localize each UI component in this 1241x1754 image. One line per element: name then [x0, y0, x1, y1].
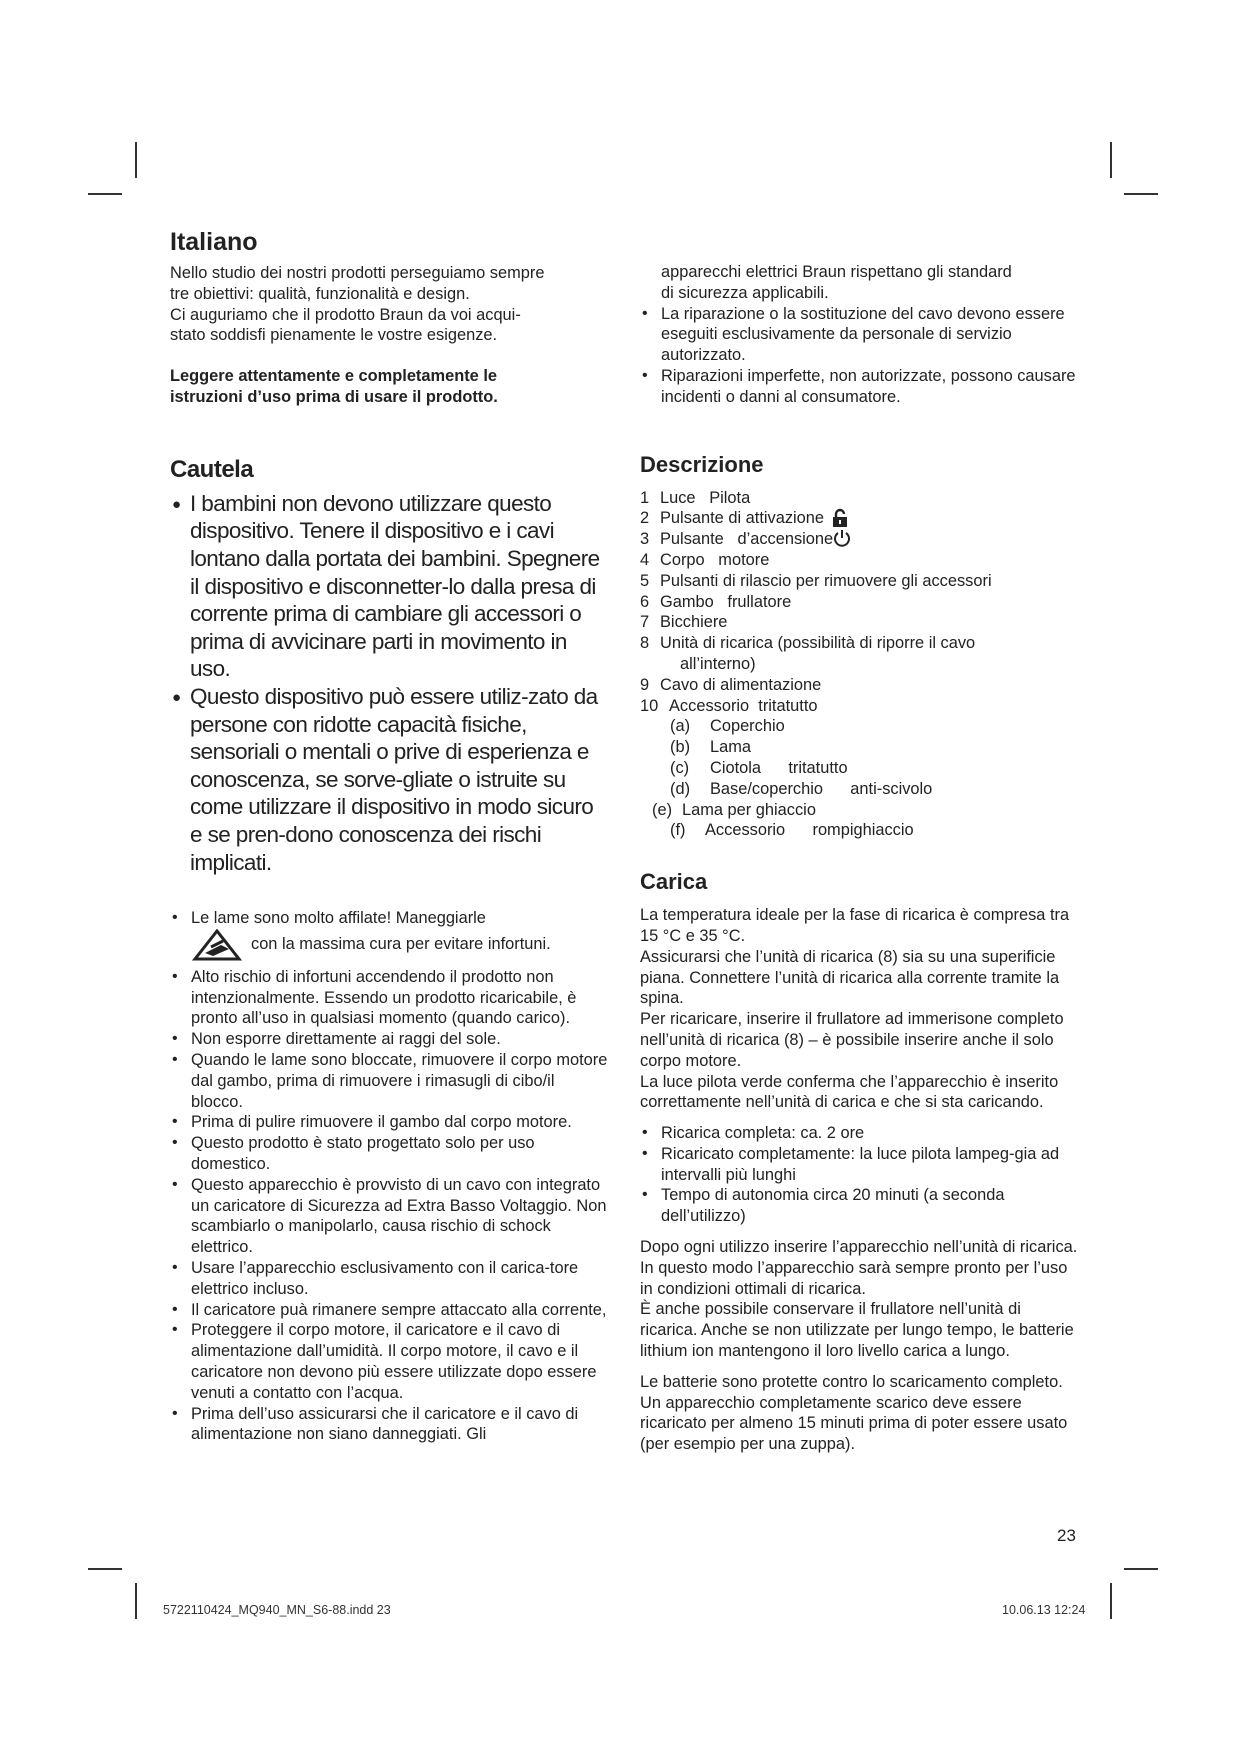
carica-paragraph-5: Dopo ogni utilizzo inserire l’apparecchio nell’unità di ricarica. In questo modo l’apparecchio sarà sempre pronto per l’uso in condizioni ottimali di ricarica.	[640, 1238, 1078, 1298]
desc-item: all’interno)	[680, 654, 756, 673]
cautela-warning-1: ● I bambini non devono utilizzare questo dispositivo. Tenere il dispositivo e i cavi lontano dalla portata dei bambini. Spegnere il dispositivo e disconnetter-lo dalla presa di corrente prima di cambiare gli accessori o prima di avvicinare parti in movimento in uso.	[170, 490, 610, 683]
desc-item: 8 Unità di ricarica (possibilità di riporre il cavo	[640, 634, 976, 653]
crop-mark-br-h	[1124, 1568, 1158, 1570]
bold-note-line-2: istruzioni d’uso prima di usare il prodotto.	[170, 387, 498, 406]
safety-bullet-7: • Usare l’apparecchio esclusivamento con il carica-tore elettrico incluso.	[170, 1258, 610, 1300]
desc-item: 5 Pulsanti di rilascio per rimuovere gli accessori	[640, 571, 992, 590]
crop-mark-tl-v	[135, 142, 137, 178]
intro-line-4: stato soddisfi pienamente le vostre esigenze.	[170, 326, 498, 345]
crop-mark-tr-v	[1110, 142, 1112, 178]
blade-warning-line-2: con la massima cura per evitare infortuni.	[251, 935, 551, 954]
page-number: 23	[1057, 1526, 1076, 1545]
carica-bullet-2: • Ricaricato completamente: la luce pilota lampeg-gia ad intervalli più lunghi	[640, 1144, 1080, 1186]
carica-paragraph-3: Per ricaricare, inserire il frullatore ad immerisone completo nell’unità di ricarica (8) – è possibile inserire anche il solo corpo motore.	[640, 1010, 1064, 1070]
safety-bullet-9: • Proteggere il corpo motore, il caricatore e il cavo di alimentazione dall’umidità. Il corpo motore, il cavo e il caricatore non devono più essere utilizzate dopo essere venuti a contatto con l’acqua.	[170, 1320, 610, 1403]
repair-bullets	[640, 304, 1080, 408]
bold-note-line-1: Leggere attentamente e completamente le	[170, 367, 498, 386]
continued-line-1: apparecchi elettrici Braun rispettano gli standard	[661, 263, 1012, 281]
footer-date: 10.06.13 12:24	[1002, 1603, 1086, 1617]
left-column	[170, 228, 610, 1445]
right-column	[640, 262, 1080, 1455]
crop-mark-bl-v	[135, 1583, 137, 1619]
description-list	[640, 488, 1080, 842]
continued-line-2: di sicurezza applicabili.	[661, 283, 829, 302]
crop-mark-tl-h	[88, 193, 122, 195]
safety-bullets	[170, 967, 610, 1445]
safety-bullet-5: • Questo prodotto è stato progettato solo per uso domestico.	[170, 1133, 610, 1175]
cautela-warning-2: ● Questo dispositivo può essere utiliz-zato da persone con ridotte capacità fisiche, sensoriali o mentali o prive di esperienza e conoscenza, se sorve-gliate o istruite su come utilizzare il dispositivo in modo sicuro e se pren-dono conoscenza dei rischi implicati.	[170, 683, 610, 876]
safety-bullet-3: • Quando le lame sono bloccate, rimuovere il corpo motore dal gambo, prima di rimuovere i rimasugli di cibo/il blocco.	[170, 1050, 610, 1112]
desc-subitem: (d) Base/coperchio anti-scivolo	[670, 779, 933, 798]
desc-item: 7 Bicchiere	[640, 613, 728, 632]
desc-item: 2 Pulsante di attivazione	[640, 508, 1080, 529]
desc-subitem: (a) Coperchio	[670, 717, 785, 736]
safety-bullet-2: • Non esporre direttamente ai raggi del sole.	[170, 1029, 610, 1050]
carica-bullet-3: • Tempo di autonomia circa 20 minuti (a seconda dell’utilizzo)	[640, 1185, 1080, 1227]
safety-bullet-1: • Alto rischio di infortuni accendendo il prodotto non intenzionalmente. Essendo un prodotto ricaricabile, è pronto all’uso in qualsiasi momento (quando carico).	[170, 967, 610, 1029]
desc-subitem: (b) Lama	[670, 738, 752, 757]
intro-line-1: Nello studio dei nostri prodotti perseguiamo sempre	[170, 264, 545, 282]
intro-line-3: Ci auguriamo che il prodotto Braun da voi acqui-	[170, 305, 521, 324]
sharp-blade-warning-icon	[191, 929, 243, 961]
desc-subitem: (e) Lama per ghiaccio	[652, 800, 816, 819]
desc-subitem: (c) Ciotola tritatutto	[670, 758, 848, 777]
carica-paragraph-6: È anche possibile conservare il frullatore nell’unità di ricarica. Anche se non utilizzate per lungo tempo, le batterie lithium ion mantengono il loro livello carica a lungo.	[640, 1300, 1074, 1361]
desc-item: 1 Luce Pilota	[640, 488, 751, 507]
carica-paragraph-2: Assicurarsi che l’unità di ricarica (8) sia su una superificie piana. Connettere l’unità di ricarica alla corrente tramite la spina.	[640, 947, 1060, 1008]
desc-item: 9 Cavo di alimentazione	[640, 675, 822, 694]
safety-bullet-4: • Prima di pulire rimuovere il gambo dal corpo motore.	[170, 1112, 610, 1133]
footer-filename: 5722110424_MQ940_MN_S6-88.indd 23	[163, 1603, 391, 1617]
desc-item: 3 Pulsante d’accensione	[640, 529, 1080, 550]
blade-warning	[170, 908, 610, 961]
carica-paragraph-4: La luce pilota verde conferma che l’apparecchio è inserito correttamente nell’unità di carica e che si sta caricando.	[640, 1072, 1059, 1112]
page-title: Italiano	[170, 228, 258, 256]
carica-bullets	[640, 1123, 1080, 1227]
desc-subitem: (f) Accessorio rompighiaccio	[670, 821, 914, 840]
repair-bullet-1: • La riparazione o la sostituzione del cavo devono essere eseguiti esclusivamente da personale di servizio autorizzato.	[640, 304, 1080, 366]
cautela-heading: Cautela	[170, 455, 254, 483]
crop-mark-br-v	[1110, 1583, 1112, 1619]
desc-item: 4 Corpo motore	[640, 550, 770, 569]
cautela-warnings	[170, 490, 610, 876]
safety-bullet-10: • Prima dell’uso assicurarsi che il caricatore e il cavo di alimentazione non siano danneggiati. Gli	[170, 1404, 610, 1446]
carica-paragraph-7: Le batterie sono protette contro lo scaricamento completo. Un apparecchio completamente scarico deve essere ricaricato per almeno 15 minuti prima di poter essere usato (per esempio per una zuppa).	[640, 1372, 1068, 1454]
safety-bullet-8: • Il caricatore puà rimanere sempre attaccato alla corrente,	[170, 1300, 610, 1321]
lock-icon	[832, 508, 848, 528]
descrizione-heading: Descrizione	[640, 451, 764, 477]
intro-line-2: tre obiettivi: qualità, funzionalità e design.	[170, 284, 470, 303]
crop-mark-bl-h	[88, 1568, 122, 1570]
carica-heading: Carica	[640, 869, 708, 895]
desc-item: 6 Gambo frullatore	[640, 592, 792, 611]
safety-bullet-6: • Questo apparecchio è provvisto di un cavo con integrato un caricatore di Sicurezza ad Extra Basso Voltaggio. Non scambiarlo o manipolarlo, causa rischio di schock elettrico.	[170, 1175, 610, 1258]
blade-warning-item	[170, 908, 610, 961]
power-icon	[833, 529, 851, 547]
carica-paragraph-1: La temperatura ideale per la fase di ricarica è compresa tra 15 °C e 35 °C.	[640, 906, 1070, 945]
crop-mark-tr-h	[1124, 193, 1158, 195]
desc-item: 10 Accessorio tritatutto	[640, 696, 818, 715]
repair-bullet-2: • Riparazioni imperfette, non autorizzate, possono causare incidenti o danni al consumatore.	[640, 366, 1080, 408]
blade-warning-line-1: • Le lame sono molto affilate! Maneggiarle	[191, 909, 486, 928]
carica-bullet-1: • Ricarica completa: ca. 2 ore	[640, 1123, 1080, 1144]
